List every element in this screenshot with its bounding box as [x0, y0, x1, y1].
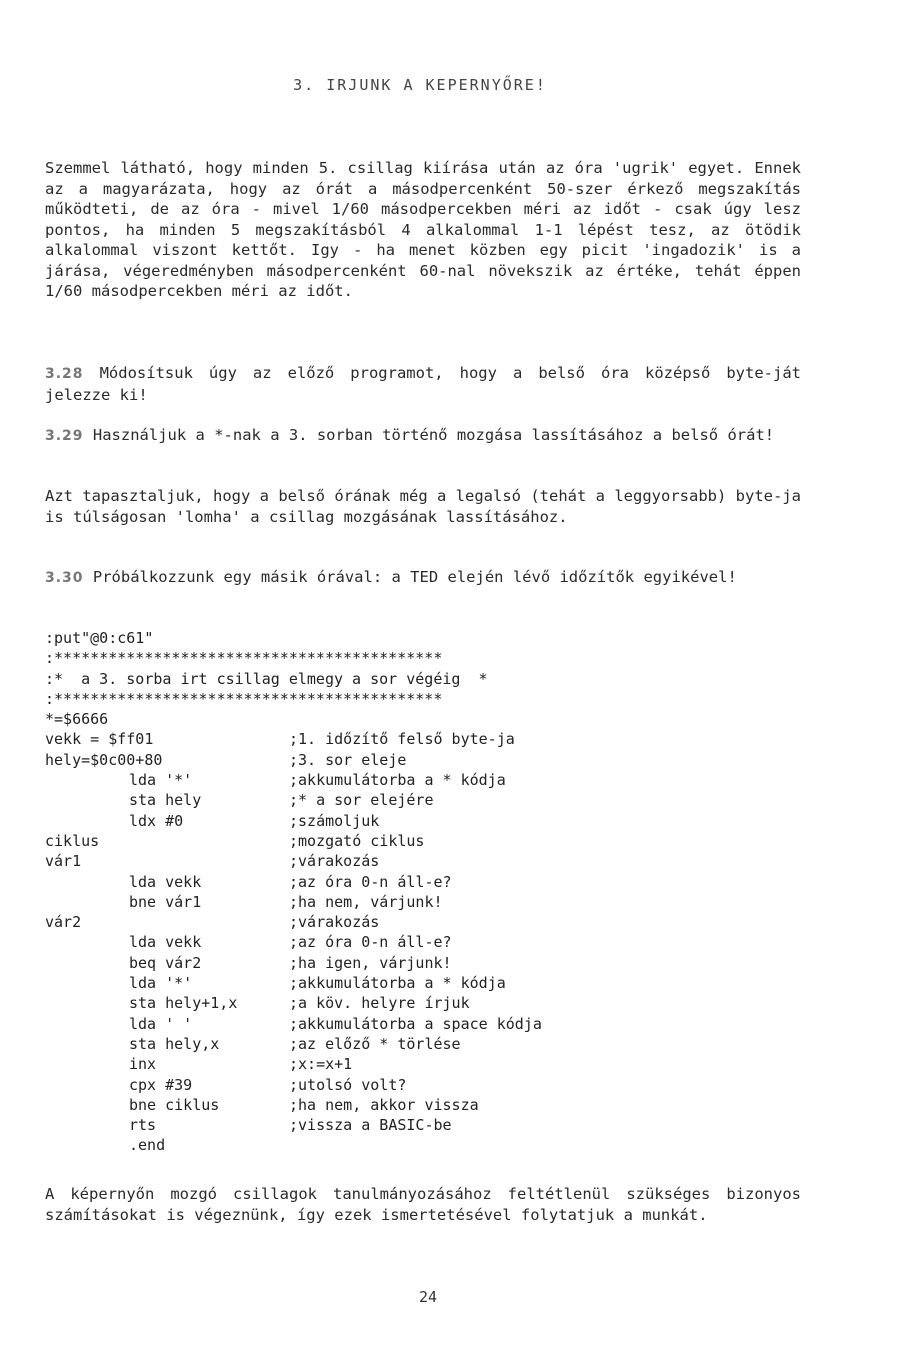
code-instruction: ldx #0: [129, 811, 184, 830]
code-line: [45, 628, 665, 648]
code-line: [45, 669, 665, 689]
code-instruction: bne ciklus: [129, 1095, 220, 1114]
code-instruction: lda ' ': [129, 1014, 193, 1033]
exercise-text: Használjuk a *-nak a 3. sorban történő mozgása lassításához a belső órát!: [92, 426, 775, 444]
code-comment: ;akkumulátorba a space kódja: [289, 1014, 542, 1033]
paragraph-text: A képernyőn mozgó csillagok tanulmányozásához feltétlenül szükséges bizonyos számításokat is végeznünk, így ezek ismertetésével folytatjuk a munkát.: [45, 1185, 801, 1224]
code-text: :* a 3. sorba irt csillag elmegy a sor végéig *: [45, 669, 488, 688]
code-line: [45, 1014, 665, 1034]
code-line: [45, 750, 665, 770]
code-text: :*******************************************: [45, 689, 443, 708]
code-comment: ;számoljuk: [289, 811, 380, 830]
code-line: [45, 648, 665, 668]
code-comment: ;1. időzítő felső byte-ja: [289, 730, 515, 749]
paragraph-closing: [45, 1184, 801, 1225]
code-instruction: beq vár2: [129, 953, 202, 972]
code-instruction: sta hely: [129, 791, 202, 810]
code-comment: ;x:=x+1: [289, 1055, 353, 1074]
code-comment: ;akkumulátorba a * kódja: [289, 771, 506, 790]
code-line: [45, 932, 665, 952]
code-line: [45, 709, 665, 729]
code-line: [45, 892, 665, 912]
code-comment: ;az óra 0-n áll-e?: [289, 872, 452, 891]
code-comment: ;ha igen, várjunk!: [289, 953, 452, 972]
code-comment: ;az óra 0-n áll-e?: [289, 933, 452, 952]
code-label: ciklus: [45, 831, 100, 850]
code-comment: ;várakozás: [289, 852, 380, 871]
exercise-text: Módosítsuk úgy az előző programot, hogy a belső óra középső byte-ját jelezze ki!: [45, 364, 802, 404]
code-instruction: lda '*': [129, 771, 193, 790]
code-line: [45, 831, 665, 851]
page-number: 24: [418, 1288, 438, 1306]
code-instruction: lda vekk: [129, 933, 202, 952]
code-line: [45, 790, 665, 810]
code-comment: ;utolsó volt?: [289, 1075, 407, 1094]
code-line: [45, 953, 665, 973]
code-comment: ;akkumulátorba a * kódja: [289, 974, 506, 993]
code-comment: ;mozgató ciklus: [289, 831, 425, 850]
code-line: [45, 1054, 665, 1074]
code-comment: ;az előző * törlése: [289, 1034, 461, 1053]
code-text: :*******************************************: [45, 649, 443, 668]
code-comment: ;várakozás: [289, 913, 380, 932]
code-label: vekk = $ff01: [45, 730, 154, 749]
chapter-title: 3. IRJUNK A KEPERNYŐRE!: [293, 76, 547, 94]
exercise-number: 3.28: [45, 366, 84, 382]
code-comment: ;* a sor elejére: [289, 791, 434, 810]
code-label: vár1: [45, 852, 82, 871]
code-line: [45, 1135, 665, 1155]
code-line: [45, 1115, 665, 1135]
code-line: [45, 811, 665, 831]
paragraph-intro: [45, 158, 801, 302]
paragraph-observation: [45, 486, 801, 527]
code-instruction: sta hely,x: [129, 1034, 220, 1053]
code-text: *=$6666: [45, 710, 109, 729]
code-text: :put"@0:c61": [45, 629, 154, 647]
code-line: [45, 1034, 665, 1054]
paragraph-text: Szemmel látható, hogy minden 5. csillag kiírása után az óra 'ugrik' egyet. Ennek az a magyarázata, hogy az órát a másodpercenként 50-szer érkező megszakítás működteti, de az óra - mivel 1/60 másodpercekben méri az időt - csak úgy lesz pontos, ha minden 5 megszakításból 4 alkalommal 1-1 lépést tesz, az ötödik alkalommal viszont kettőt. Igy - ha menet közben egy picit 'ingadozik' is a járása, végeredményben másodpercenként 60-nal növekszik az értéke, tehát éppen 1/60 másodpercekben méri az időt.: [45, 159, 801, 300]
code-comment: ;a köv. helyre írjuk: [289, 994, 470, 1013]
code-line: [45, 1075, 665, 1095]
exercise-number: 3.29: [45, 428, 84, 444]
code-comment: ;ha nem, várjunk!: [289, 892, 443, 911]
paragraph-text: Azt tapasztaljuk, hogy a belső órának még a legalsó (tehát a leggyorsabb) byte-ja is túlságosan 'lomha' a csillag mozgásának lassításához.: [45, 487, 801, 526]
exercise-3-30: [45, 567, 801, 589]
code-line: [45, 973, 665, 993]
code-comment: ;ha nem, akkor vissza: [289, 1095, 479, 1114]
code-line: [45, 851, 665, 871]
code-line: [45, 729, 665, 749]
exercise-3-28: [45, 363, 801, 405]
code-label: hely=$0c00+80: [45, 750, 163, 769]
exercise-number: 3.30: [45, 570, 84, 586]
code-instruction: inx: [129, 1055, 157, 1074]
code-instruction: lda '*': [129, 974, 193, 993]
code-line: [45, 689, 665, 709]
code-line: [45, 770, 665, 790]
code-comment: ;vissza a BASIC-be: [289, 1116, 452, 1135]
code-instruction: sta hely+1,x: [129, 994, 238, 1013]
code-instruction: rts: [129, 1116, 157, 1135]
code-line: [45, 993, 665, 1013]
code-line: [45, 912, 665, 932]
exercise-3-29: [45, 425, 801, 447]
exercise-text: Próbálkozzunk egy másik órával: a TED elején lévő időzítők egyikével!: [92, 568, 737, 586]
code-comment: ;3. sor eleje: [289, 750, 407, 769]
code-instruction: .end: [129, 1136, 166, 1155]
code-line: [45, 1095, 665, 1115]
assembly-listing: [45, 628, 665, 1156]
code-label: vár2: [45, 913, 82, 932]
code-line: [45, 872, 665, 892]
code-instruction: bne vár1: [129, 892, 202, 911]
code-instruction: cpx #39: [129, 1075, 193, 1094]
code-instruction: lda vekk: [129, 872, 202, 891]
